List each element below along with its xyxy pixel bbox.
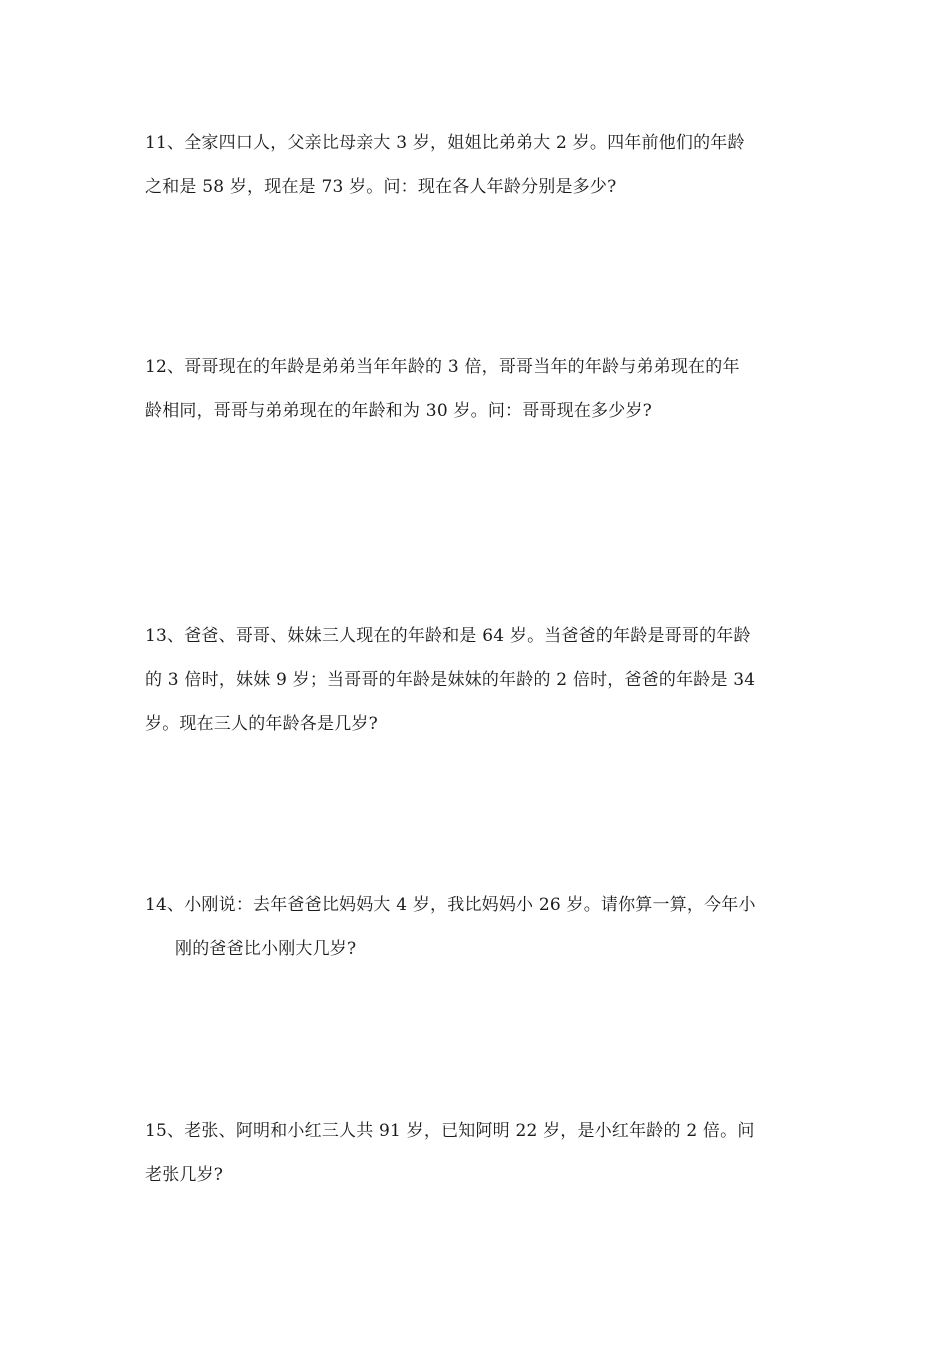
problem-line: 15、老张、阿明和小红三人共 91 岁，已知阿明 22 岁，是小红年龄的 2 倍。问	[145, 1121, 755, 1141]
problem-line: 11、全家四口人，父亲比母亲大 3 岁，姐姐比弟弟大 2 岁。四年前他们的年龄	[145, 133, 745, 153]
problem-line: 14、小刚说：去年爸爸比妈妈大 4 岁，我比妈妈小 26 岁。请你算一算，今年小	[145, 895, 756, 915]
problem-line: 岁。现在三人的年龄各是几岁?	[145, 714, 378, 734]
problem-13	[145, 614, 810, 746]
problem-line: 之和是 58 岁，现在是 73 岁。问：现在各人年龄分别是多少?	[145, 177, 617, 197]
problem-line: 老张几岁?	[145, 1165, 224, 1185]
problem-14	[145, 883, 810, 971]
problem-line: 刚的爸爸比小刚大几岁?	[175, 939, 357, 959]
problem-line: 13、爸爸、哥哥、妹妹三人现在的年龄和是 64 岁。当爸爸的年龄是哥哥的年龄	[145, 626, 751, 646]
problem-line: 12、哥哥现在的年龄是弟弟当年年龄的 3 倍，哥哥当年的年龄与弟弟现在的年	[145, 357, 740, 377]
problem-line: 龄相同，哥哥与弟弟现在的年龄和为 30 岁。问：哥哥现在多少岁?	[145, 401, 652, 421]
problem-line: 的 3 倍时，妹妹 9 岁；当哥哥的年龄是妹妹的年龄的 2 倍时，爸爸的年龄是 34	[145, 670, 756, 690]
problem-12	[145, 345, 810, 433]
problem-15	[145, 1109, 810, 1197]
problem-11	[145, 121, 810, 209]
